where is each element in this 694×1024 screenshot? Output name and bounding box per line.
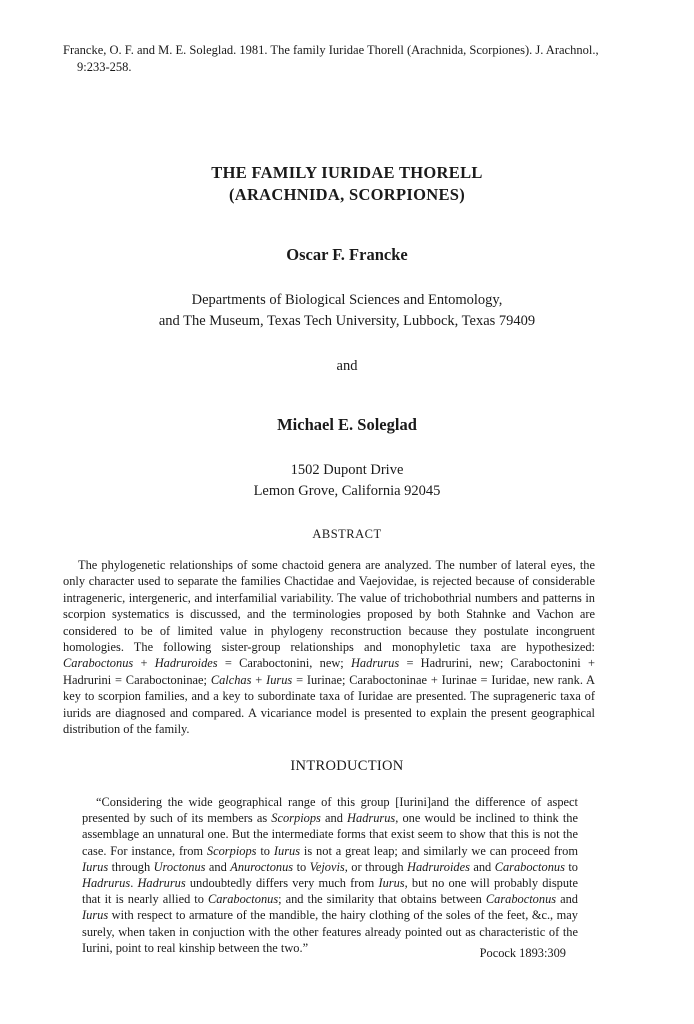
introduction-quote: “Considering the wide geographical range of this group [Iurini]and the difference of aspect presented by such of its members as Scorpiops and Hadrurus, one would be inclined to think the assemblage an unnatural one. But the intermediate forms that exist seem to show that this is not the case. For instance, from Scorpiops to Iurus is not a great leap; and similarly we can proceed from Iurus through Uroctonus and Anuroctonus to Vejovis, or through Hadruroides and Caraboctonus to Hadrurus. Hadrurus undoubtedly differs very much from Iurus, but no one will probably dispute that it is nearly allied to Caraboctonus; and the similarity that obtains between Caraboctonus and Iurus with respect to armature of the mandible, the hairy clothing of the soles of the feet, &c., may surely, when taken in conjuction with the other features already pointed out as characteristic of the Iurini, point to real kinship between the two.” <box>82 795 579 955</box>
abstract-heading: ABSTRACT <box>312 527 382 541</box>
author-name-2: Michael E. Soleglad <box>277 415 417 434</box>
quote-attribution: Pocock 1893:309 <box>479 946 566 960</box>
citation: Francke, O. F. and M. E. Soleglad. 1981. The family Iuridae Thorell (Arachnida, Scorpiones). J. Arachnol., 9:233-258. <box>63 43 599 74</box>
author-conjunction: and <box>336 358 358 374</box>
paper-title-line-2: (ARACHNIDA, SCORPIONES) <box>228 185 466 204</box>
introduction-heading: INTRODUCTION <box>290 758 404 774</box>
author-1-affiliation-line-2: and The Museum, Texas Tech University, Lubbock, Texas 79409 <box>158 313 536 329</box>
paper-title-line-1: THE FAMILY IURIDAE THORELL <box>211 163 483 182</box>
abstract-body: The phylogenetic relationships of some chactoid genera are analyzed. The number of lateral eyes, the only character used to separate the families Chactidae and Vaejovidae, is rejected because of considerable intrageneric, intergeneric, and interfamilial variability. The value of trichobothrial numbers and patterns in scorpion systematics is discussed, and the terminologies proposed by both Stahnke and Vachon are considered to be of limited value in phylogeny reconstruction because they postulate incongruent homologies. The following sister-group relationships and monophyletic taxa are hypothesized: Caraboctonus + Hadruroides = Caraboctonini, new; Hadrurus = Hadrurini, new; Caraboctonini + Hadrurini = Caraboctoninae; Calchas + Iurus = Iurinae; Caraboctoninae + Iurinae = Iuridae, new rank. A key to scorpion families, and a key to subordinate taxa of Iuridae are presented. The suprageneric taxa of iurids are diagnosed and compared. A vicariance model is presented to explain the present geographical distribution of the family. <box>63 558 595 737</box>
author-2-address-line-2: Lemon Grove, California 92045 <box>253 483 441 499</box>
author-1-affiliation-line-1: Departments of Biological Sciences and Entomology, <box>191 292 503 308</box>
author-name-1: Oscar F. Francke <box>286 245 408 264</box>
author-2-address-line-1: 1502 Dupont Drive <box>290 462 404 478</box>
